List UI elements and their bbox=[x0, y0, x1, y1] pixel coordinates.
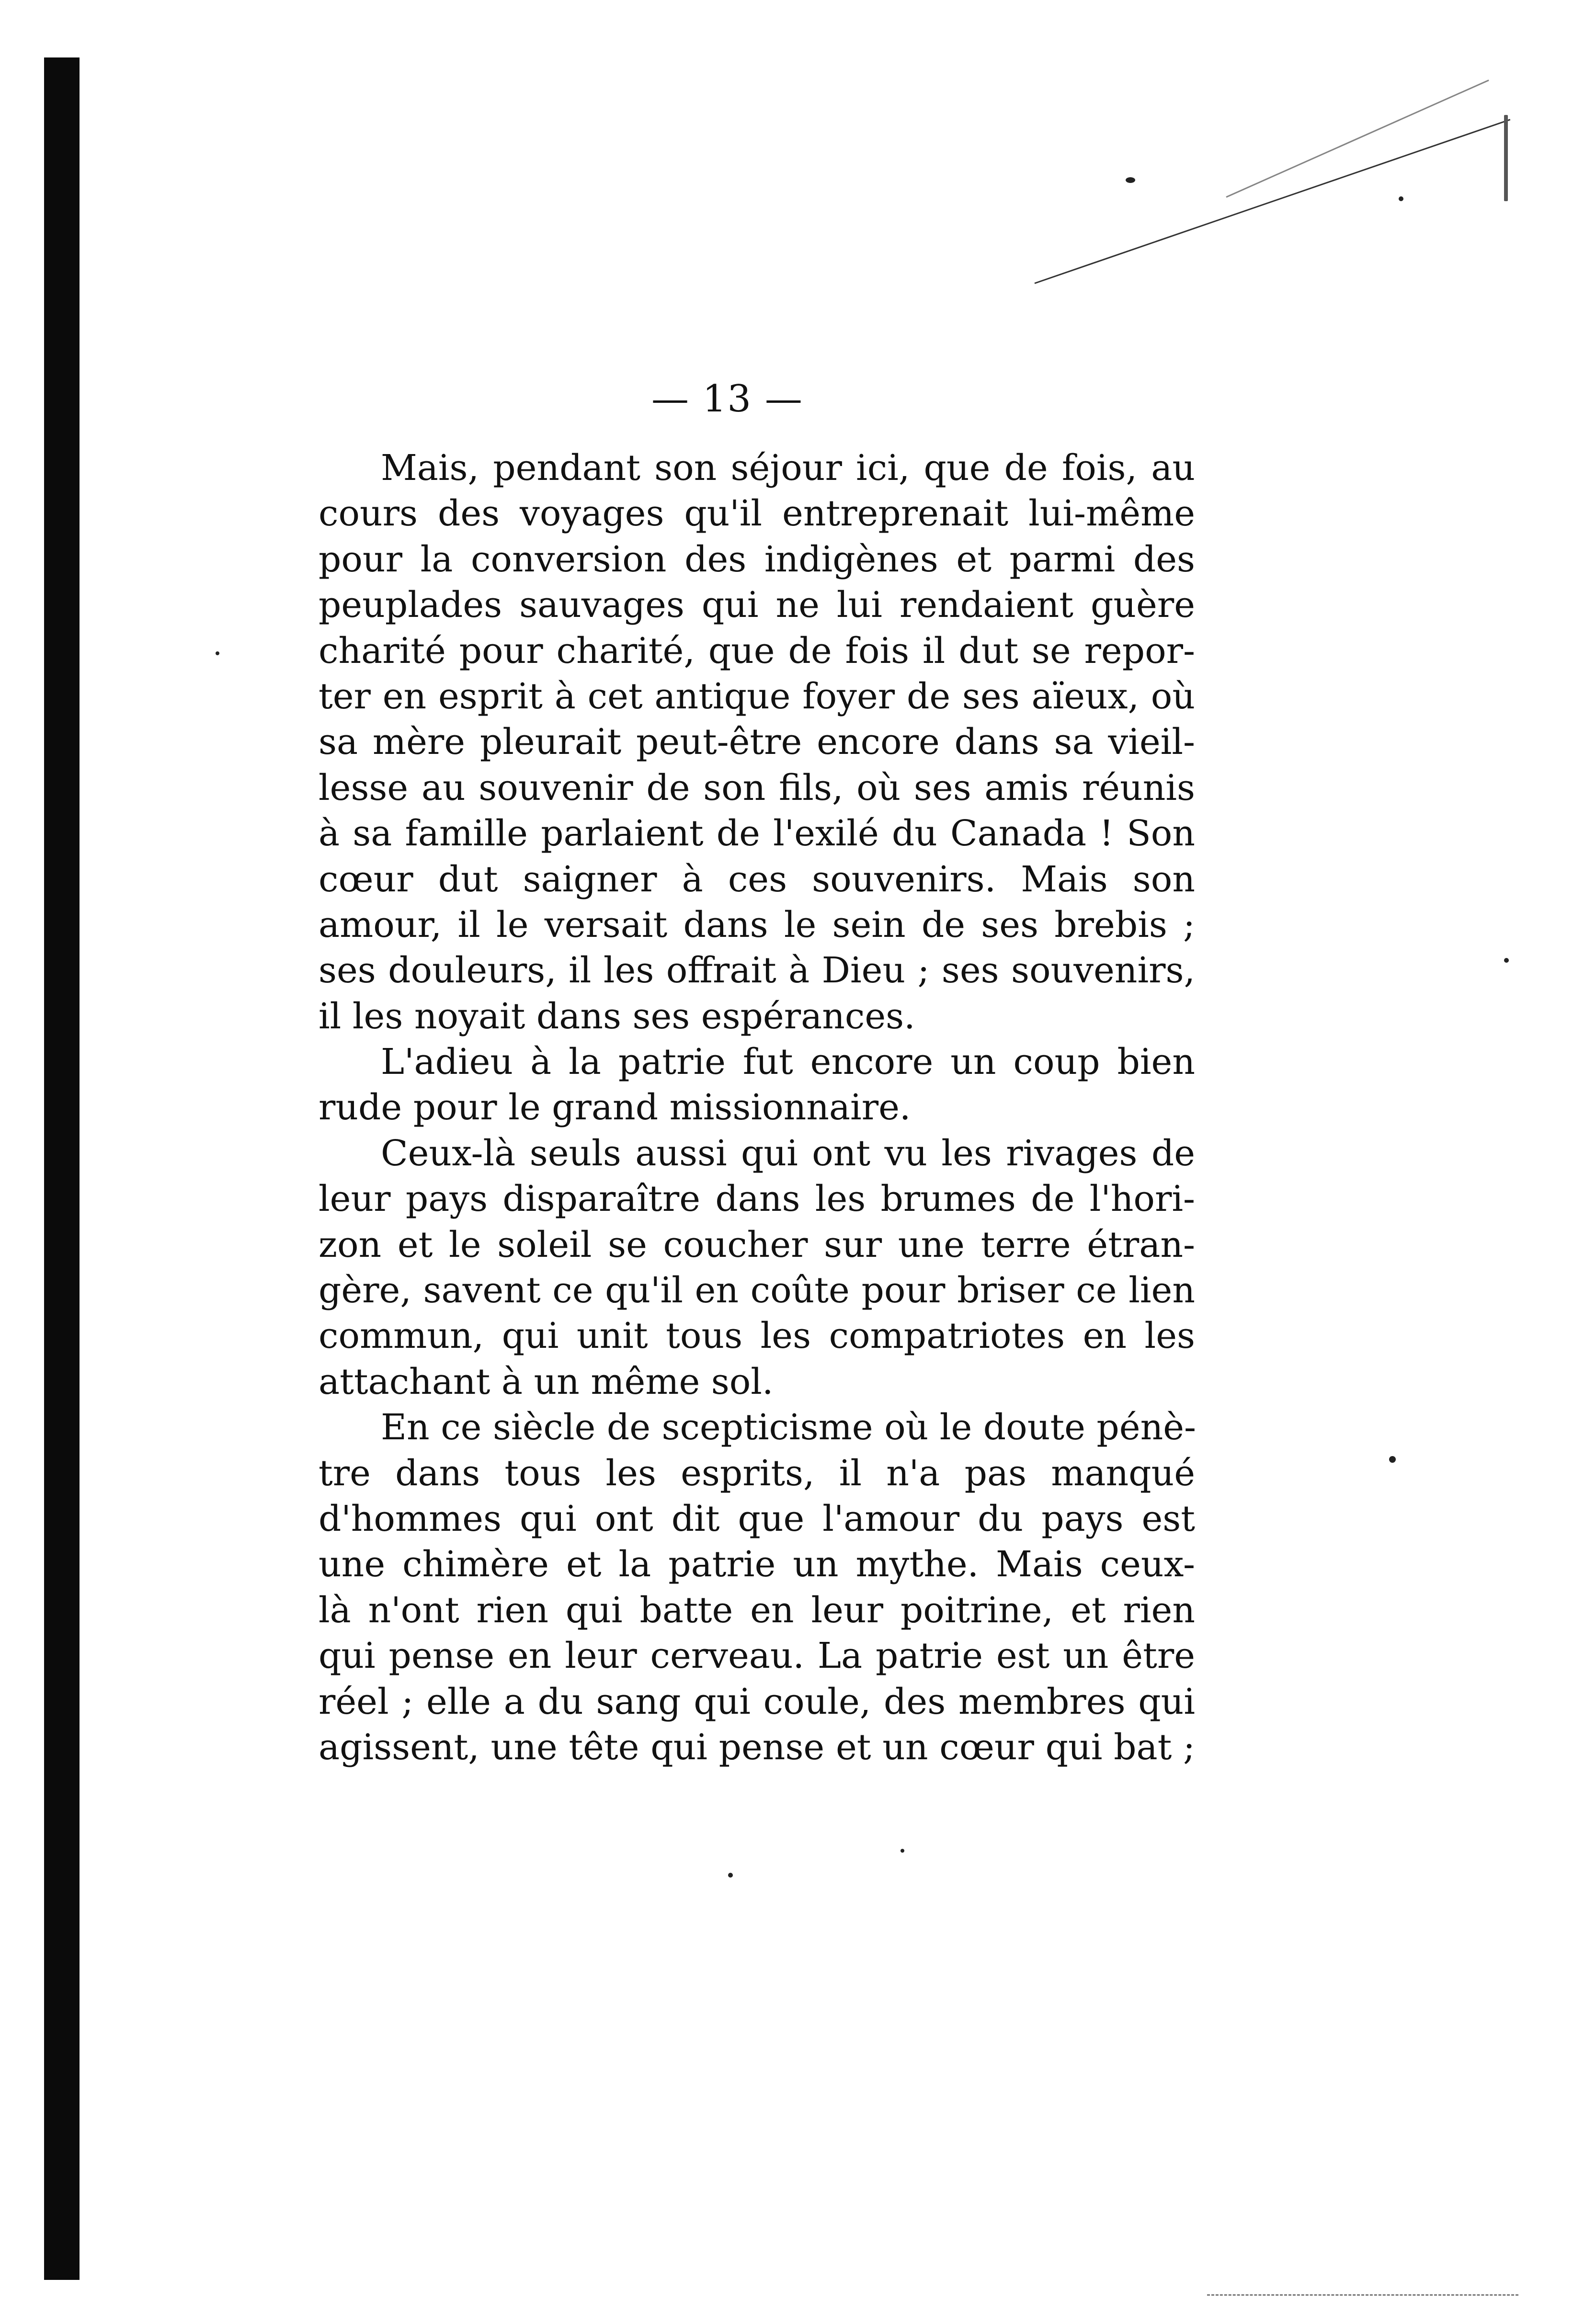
text-line: qui pense en leur cerveau. La patrie est un être bbox=[319, 1635, 1195, 1677]
paragraph bbox=[319, 445, 1195, 1039]
paragraph bbox=[319, 1131, 1195, 1405]
text-line: pour la conversion des indigènes et parmi des bbox=[319, 538, 1195, 580]
paragraph bbox=[319, 1039, 1195, 1131]
scan-speck bbox=[1399, 196, 1403, 201]
text-line: agissent, une tête qui pense et un cœur qui bat ; bbox=[319, 1726, 1195, 1768]
text-line: à sa famille parlaient de l'exilé du Canada ! Son bbox=[319, 813, 1195, 854]
text-line: Mais, pendant son séjour ici, que de fois, au bbox=[381, 447, 1195, 489]
text-line: L'adieu à la patrie fut encore un coup bien bbox=[381, 1041, 1195, 1083]
text-line: En ce siècle de scepticisme où le doute pénè- bbox=[381, 1407, 1197, 1448]
text-line: il les noyait dans ses espérances. bbox=[319, 995, 915, 1037]
scan-speck bbox=[1126, 177, 1135, 183]
text-line: charité pour charité, que de fois il dut se repor- bbox=[319, 630, 1195, 672]
text-line: peuplades sauvages qui ne lui rendaient guère bbox=[319, 584, 1195, 626]
paragraph bbox=[319, 1405, 1195, 1770]
page-number: — 13 — bbox=[651, 377, 803, 421]
scan-speck bbox=[216, 651, 219, 655]
text-line: sa mère pleurait peut-être encore dans sa vieil- bbox=[319, 721, 1195, 763]
text-line: d'hommes qui ont dit que l'amour du pays est bbox=[319, 1498, 1195, 1539]
body-text bbox=[319, 445, 1195, 1770]
scan-speck bbox=[1504, 958, 1509, 963]
text-line: ter en esprit à cet antique foyer de ses aïeux, où bbox=[319, 675, 1195, 717]
text-line: tre dans tous les esprits, il n'a pas manqué bbox=[319, 1452, 1195, 1494]
scan-artifact-line bbox=[1035, 119, 1511, 284]
scan-artifact-line bbox=[1226, 80, 1489, 198]
scan-speck bbox=[728, 1873, 733, 1878]
scan-artifact-rule bbox=[1207, 2294, 1518, 2296]
text-line: zon et le soleil se coucher sur une terre étran- bbox=[319, 1224, 1195, 1265]
text-line: Ceux-là seuls aussi qui ont vu les rivages de bbox=[381, 1132, 1195, 1174]
text-line: une chimère et la patrie un mythe. Mais ceux- bbox=[319, 1544, 1195, 1585]
text-line: gère, savent ce qu'il en coûte pour briser ce lien bbox=[319, 1270, 1195, 1311]
scan-speck bbox=[1504, 115, 1508, 201]
text-line: cœur dut saigner à ces souvenirs. Mais son bbox=[319, 858, 1195, 900]
scan-speck bbox=[1389, 1456, 1396, 1463]
text-line: rude pour le grand missionnaire. bbox=[319, 1087, 911, 1128]
text-line: là n'ont rien qui batte en leur poitrine, et rien bbox=[319, 1589, 1195, 1631]
text-line: lesse au souvenir de son fils, où ses amis réunis bbox=[319, 767, 1195, 808]
text-line: attachant à un même sol. bbox=[319, 1361, 774, 1402]
text-line: leur pays disparaître dans les brumes de l'hori- bbox=[319, 1178, 1195, 1220]
text-line: amour, il le versait dans le sein de ses brebis ; bbox=[319, 904, 1195, 945]
scan-speck bbox=[901, 1849, 904, 1853]
text-line: réel ; elle a du sang qui coule, des membres qui bbox=[319, 1681, 1195, 1722]
text-line: cours des voyages qu'il entreprenait lui-même bbox=[319, 493, 1195, 535]
text-line: commun, qui unit tous les compatriotes en les bbox=[319, 1315, 1195, 1357]
text-line: ses douleurs, il les offrait à Dieu ; ses souvenirs, bbox=[319, 950, 1195, 991]
page-binding-edge bbox=[44, 57, 80, 2280]
